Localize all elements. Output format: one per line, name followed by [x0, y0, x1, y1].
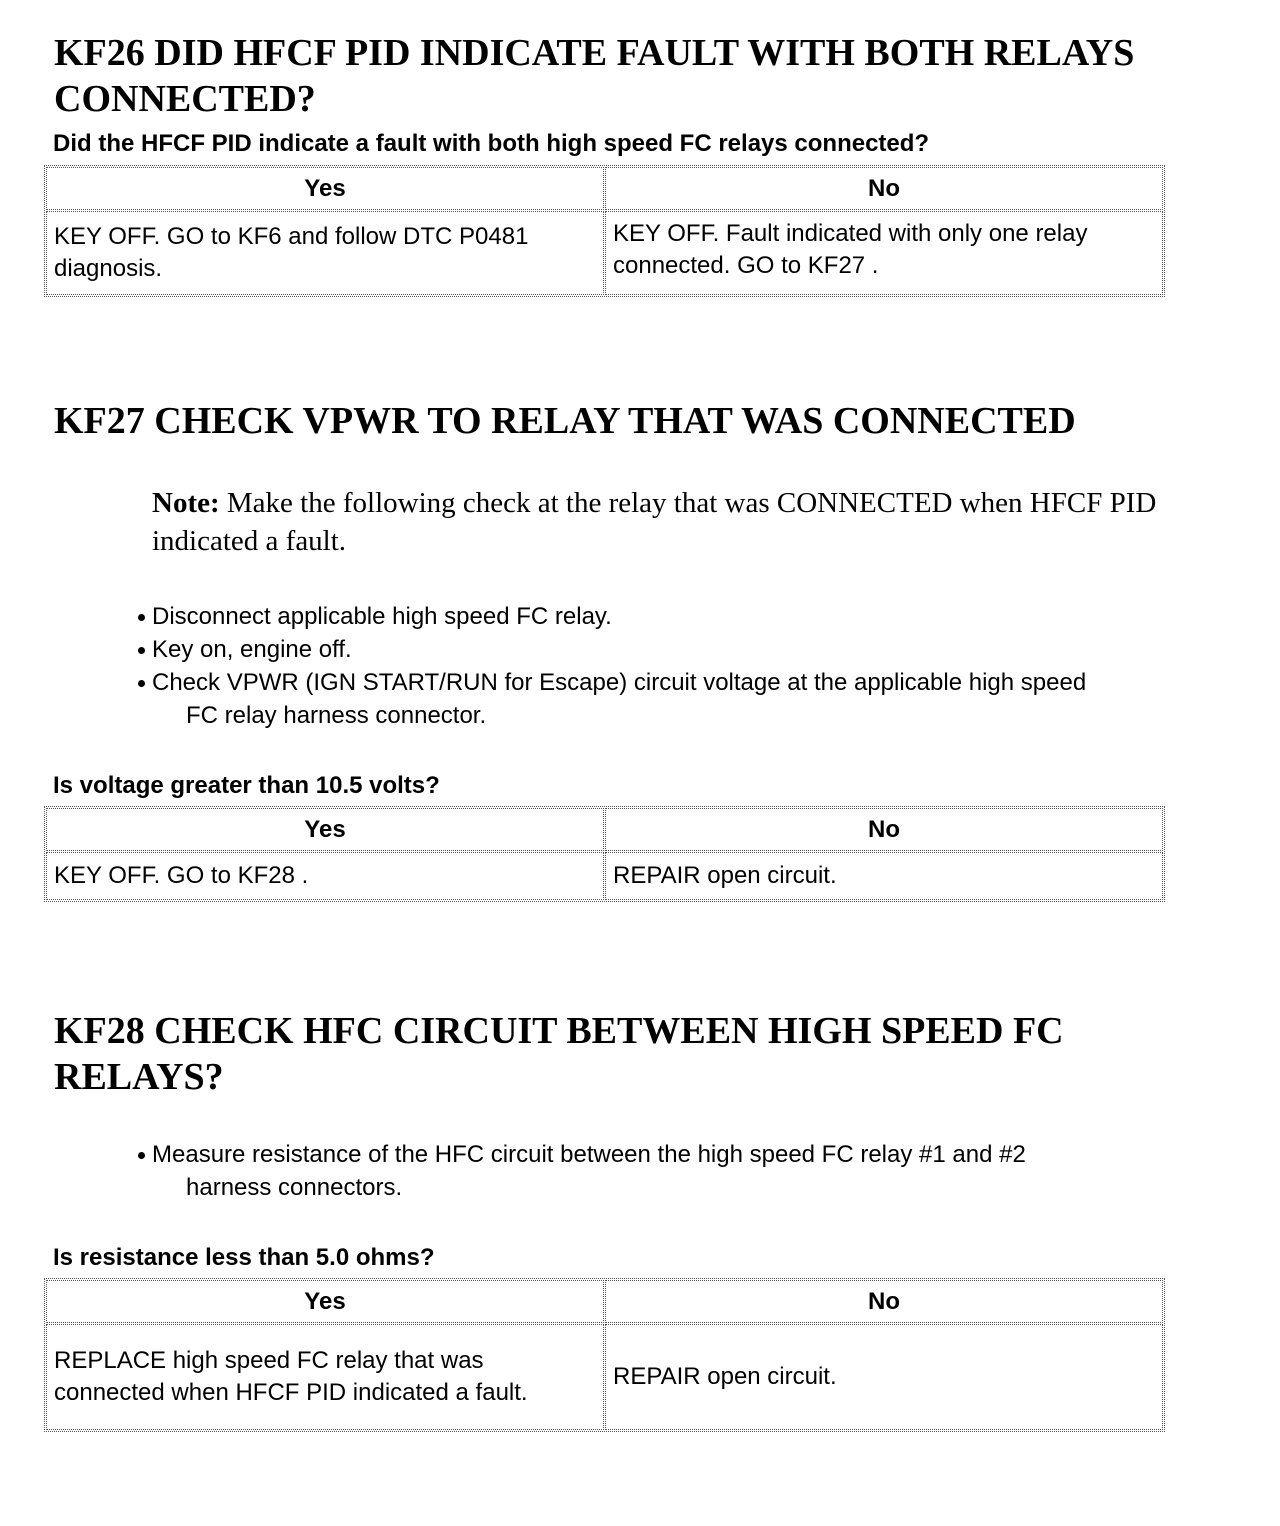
kf27-no-action: REPAIR open circuit.	[605, 852, 1163, 900]
kf27-yes-action: KEY OFF. GO to KF28 .	[46, 852, 604, 900]
kf28-yes-header: Yes	[46, 1280, 604, 1323]
kf27-steps	[138, 600, 1248, 732]
kf26-answer-table	[44, 165, 1165, 297]
bullet-icon	[138, 1152, 145, 1159]
kf27-step-1: Disconnect applicable high speed FC relay.	[138, 600, 1248, 633]
kf28-heading: KF28 CHECK HFC CIRCUIT BETWEEN HIGH SPEED FC RELAYS?	[54, 1010, 1064, 1098]
kf27-answer-table	[44, 806, 1165, 902]
kf27-step-3: Check VPWR (IGN START/RUN for Escape) circuit voltage at the applicable high speed FC relay harness connector.	[138, 666, 1248, 732]
kf27-yes-header: Yes	[46, 808, 604, 851]
kf26-yes-header: Yes	[46, 167, 604, 210]
kf27-question: Is voltage greater than 10.5 volts?	[53, 772, 440, 799]
kf26-heading: KF26 DID HFCF PID INDICATE FAULT WITH BOTH RELAYS CONNECTED?	[54, 32, 1135, 120]
kf26-no-header: No	[605, 167, 1163, 210]
bullet-icon	[138, 680, 145, 687]
kf28-yes-action: REPLACE high speed FC relay that was connected when HFCF PID indicated a fault.	[46, 1324, 604, 1430]
kf28-no-action: REPAIR open circuit.	[605, 1324, 1163, 1430]
kf28-question: Is resistance less than 5.0 ohms?	[53, 1244, 435, 1271]
kf27-step-3-continued: FC relay harness connector.	[186, 702, 487, 729]
kf27-heading: KF27 CHECK VPWR TO RELAY THAT WAS CONNECTED	[54, 400, 1076, 442]
bullet-icon	[138, 647, 145, 654]
kf28-step-1-continued: harness connectors.	[186, 1174, 403, 1201]
kf28-answer-table	[44, 1278, 1165, 1432]
kf26-no-action: KEY OFF. Fault indicated with only one relay connected. GO to KF27 .	[605, 211, 1163, 295]
kf28-steps	[138, 1138, 1248, 1204]
kf28-step-1: Measure resistance of the HFC circuit between the high speed FC relay #1 and #2 harness connectors.	[138, 1138, 1248, 1204]
kf27-note-label: Note:	[152, 487, 220, 519]
kf26-question: Did the HFCF PID indicate a fault with both high speed FC relays connected?	[53, 130, 930, 157]
kf27-note-text: Make the following check at the relay that was CONNECTED when HFCF PID indicated a fault.	[152, 487, 1157, 557]
kf27-step-2: Key on, engine off.	[138, 633, 1248, 666]
kf28-no-header: No	[605, 1280, 1163, 1323]
kf27-no-header: No	[605, 808, 1163, 851]
kf27-note	[152, 484, 1252, 560]
kf26-yes-action: KEY OFF. GO to KF6 and follow DTC P0481 diagnosis.	[46, 211, 604, 295]
bullet-icon	[138, 614, 145, 621]
